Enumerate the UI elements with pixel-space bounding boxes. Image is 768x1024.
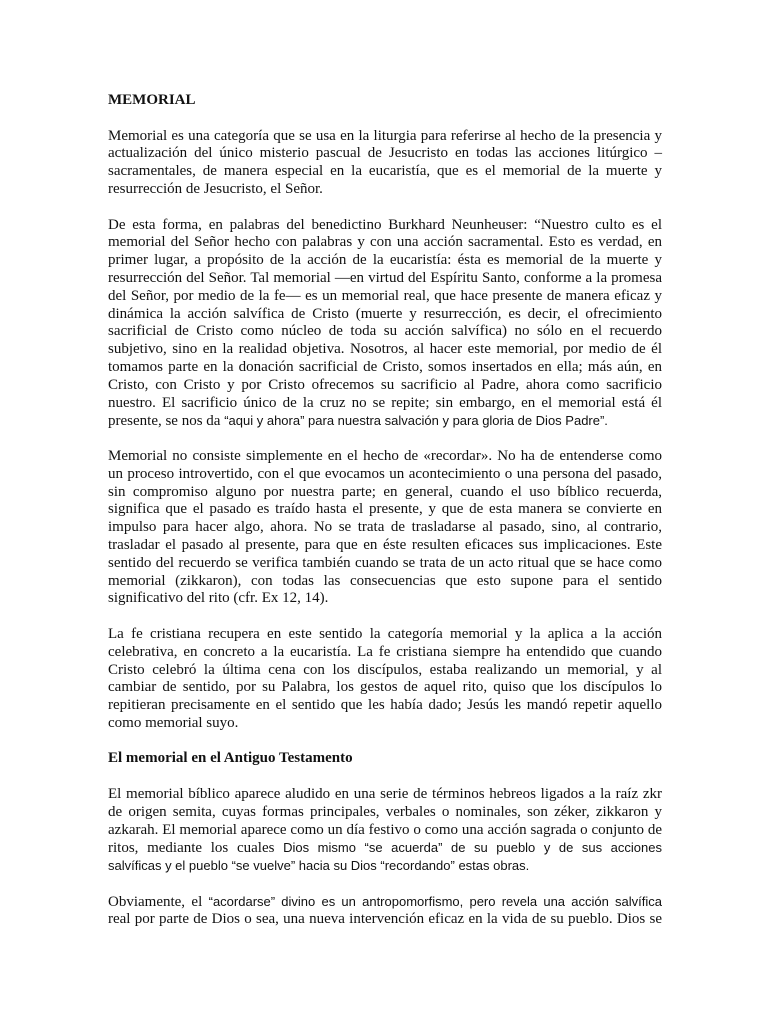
text-line: primer lugar, a propósito de la acción de la eucaristía: ésta es memorial de la muerte y	[108, 252, 662, 269]
text-line: Cristo celebró la última cena con los discípulos, estaba realizando un memorial, y al	[108, 661, 662, 678]
quoted-text-segment: “aqui y ahora” para nuestra salvación y para gloria de Dios Padre”.	[224, 413, 608, 429]
text-line: del Señor, por medio de la fe— es un memorial real, que hace presente de manera eficaz y	[108, 287, 662, 304]
text-line: Memorial es una categoría que se usa en la liturgia para referirse al hecho de la presencia y	[108, 127, 662, 144]
text-line: sacramentales, de manera especial en la eucaristía, que es el memorial de la muerte y	[108, 163, 662, 180]
text-line: real por parte de Dios o sea, una nueva intervención eficaz en la vida de su pueblo. Dios se	[108, 910, 662, 927]
text-line: tomamos parte en la donación sacrificial de Cristo, somos insertados en ella; más aún, en	[108, 358, 662, 375]
text-line: un proceso introvertido, con el que evocamos un acontecimiento o una persona del pasado,	[108, 465, 662, 482]
paragraph-6	[108, 893, 662, 929]
section-heading: El memorial en el Antiguo Testamento	[108, 750, 353, 767]
text-line: sacrificial de Cristo como núcleo de toda su acción salvífica) no sólo en el recuerdo	[108, 323, 662, 340]
quoted-text-segment: Dios mismo “se acuerda” de su pueblo y de sus acciones	[283, 840, 662, 856]
paragraph-3	[108, 448, 662, 608]
paragraph-4	[108, 626, 662, 733]
text-line: memorial (zikkaron), con todas las consecuencias que esto supone para el sentido	[108, 572, 662, 589]
text-line: El memorial bíblico aparece aludido en una serie de términos hebreos ligados a la raíz zkr	[108, 786, 662, 803]
text-line: trasladar el pasado al presente, para que en éste resulten eficaces sus implicaciones. Este	[108, 536, 662, 553]
text-line: resurrección del Señor. Tal memorial —en virtud del Espíritu Santo, conforme a la promesa	[108, 269, 662, 286]
text-line: como memorial suyo.	[108, 714, 239, 731]
text-line: significativo del rito (cfr. Ex 12, 14).	[108, 590, 329, 607]
text-line: De esta forma, en palabras del benedictino Burkhard Neunheuser: “Nuestro culto es el	[108, 216, 662, 233]
text-line: nuestro. El sacrificio único de la cruz no se repite; sin embargo, en el memorial está él	[108, 394, 662, 411]
text-line: repitieran precisamente en el sentido que les había dado; Jesús les mandó repetir aquello	[108, 697, 662, 714]
text-line: sentido del recuerdo se verifica también cuando se trata de un acto ritual que se hace como	[108, 554, 662, 571]
text-line: Cristo, con Cristo y por Cristo ofrecemos su sacrificio al Padre, ahora como sacrificio	[108, 376, 662, 393]
paragraph-2	[108, 217, 662, 431]
text-line: Memorial no consiste simplemente en el hecho de «recordar». No ha de entenderse como	[108, 447, 662, 464]
quoted-text-segment: “acordarse” divino es un antropomorfismo, pero revela una acción salvífica	[208, 893, 663, 909]
text-line: azkarah. El memorial aparece como un día festivo o como una acción sagrada o conjunto de	[108, 821, 662, 838]
text-line: de origen semita, cuyas formas principales, verbales o nominales, son zéker, zikkaron y	[108, 803, 662, 820]
document-title: MEMORIAL	[108, 92, 196, 108]
text-line: memorial del Señor hecho con palabras y con una acción sacramental. Esto es verdad, en	[108, 234, 662, 251]
text-segment: ritos, mediante los cuales	[108, 840, 284, 857]
text-line: sin compromiso alguno por nuestra parte; en general, cuando el uso bíblico recuerda,	[108, 483, 662, 500]
text-line: salvíficas y el pueblo “se vuelve” hacia su Dios “recordando” estas obras.	[108, 858, 530, 874]
text-line: La fe cristiana recupera en este sentido la categoría memorial y la aplica a la acción	[108, 625, 662, 642]
text-line	[108, 893, 662, 911]
text-line: significa que el pasado es traído hasta el presente, y que de esta manera se convierte en	[108, 501, 662, 518]
text-line: impulso para hacer algo, ahora. No se trata de trasladarse al pasado, sino, al contrario,	[108, 519, 662, 536]
text-line: subjetivo, sino en la realidad objetiva. Nosotros, al hacer este memorial, por medio de él	[108, 341, 662, 358]
text-line	[108, 412, 662, 430]
text-segment: Obviamente, el	[108, 893, 209, 910]
text-line	[108, 839, 662, 857]
paragraph-1	[108, 128, 662, 199]
paragraph-5	[108, 786, 662, 875]
text-segment: presente, se nos da	[108, 413, 225, 430]
text-line: actualización del único misterio pascual de Jesucristo en todas las acciones litúrgico –	[108, 145, 662, 162]
text-line: dinámica la acción salvífica de Cristo (muerte y resurrección, es decir, el ofrecimiento	[108, 305, 662, 322]
text-line: cambiar de sentido, por su Palabra, los gestos de aquel rito, quiso que los discípulos lo	[108, 679, 662, 696]
text-line: resurrección de Jesucristo, el Señor.	[108, 180, 323, 197]
text-line: celebrativa, en concreto a la eucaristía. La fe cristiana siempre ha entendido que cuando	[108, 643, 662, 660]
document-body	[108, 92, 662, 946]
